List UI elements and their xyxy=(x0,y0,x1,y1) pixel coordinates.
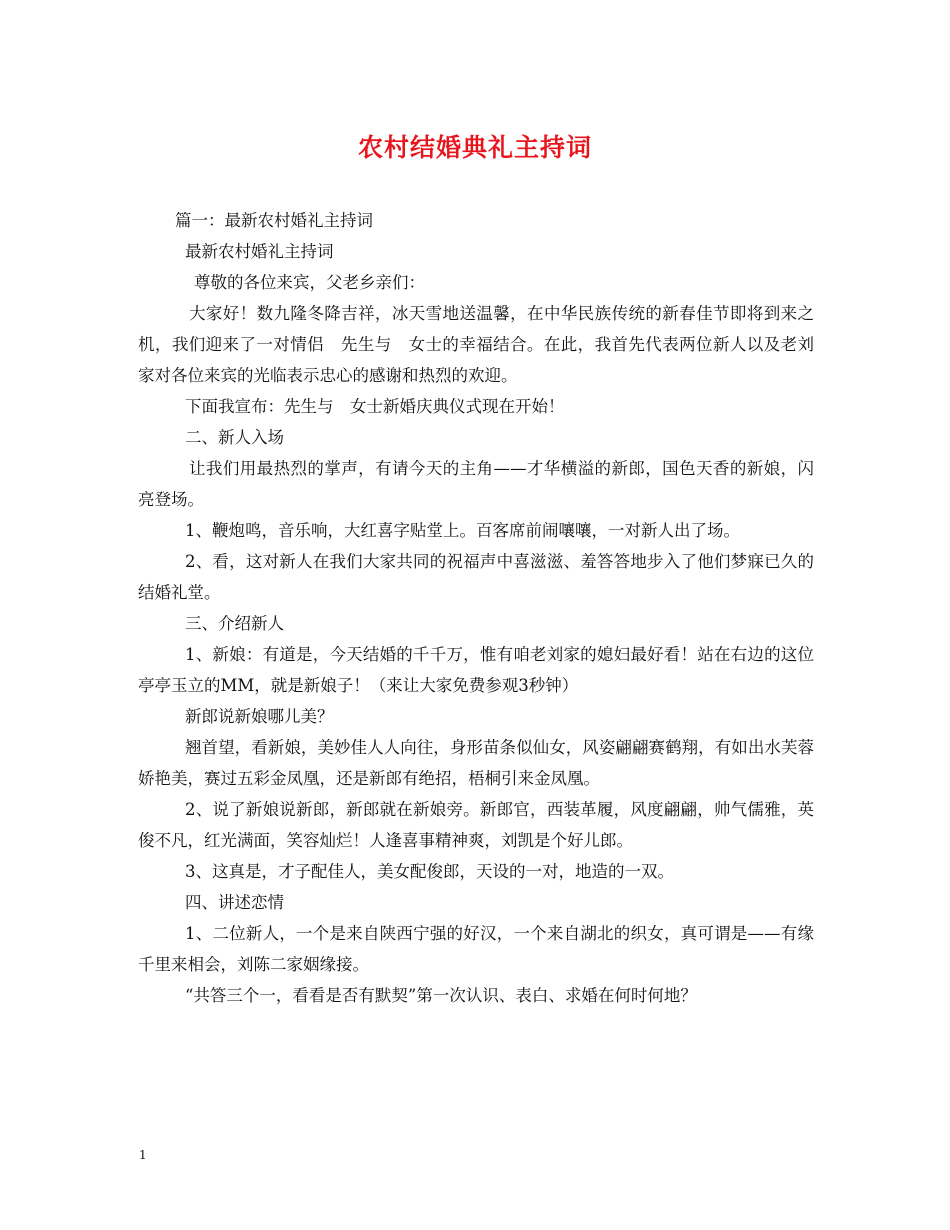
paragraph: 1、二位新人，一个是来自陕西宁强的好汉，一个来自湖北的织女，真可谓是——有缘千里来相会，刘陈二家姻缘接。 xyxy=(138,924,814,974)
paragraph: “共答三个一，看看是否有默契”第一次认识、表白、求婚在何时何地？ xyxy=(185,986,697,1005)
page-number: 1 xyxy=(139,1148,147,1162)
paragraph: 大家好！数九隆冬降吉祥，冰天雪地送温馨，在中华民族传统的新春佳节即将到来之机，我们迎来了一对情侣 先生与 女士的幸福结合。在此，我首先代表两位新人以及老刘家对各位来宾的光临表示忠心的感谢和热烈的欢迎。 xyxy=(138,304,814,385)
paragraph: 1、新娘：有道是，今天结婚的千千万，惟有咱老刘家的媳妇最好看！站在右边的这位亭亭玉立的MM，就是新娘子！（来让大家免费参观3秒钟） xyxy=(138,645,814,695)
paragraph: 2、说了新娘说新郎，新郎就在新娘旁。新郎官，西装革履，风度翩翩，帅气儒雅，英俊不凡，红光满面，笑容灿烂！人逢喜事精神爽，刘凯是个好儿郎。 xyxy=(138,800,814,850)
paragraph: 1、鞭炮鸣，音乐响，大红喜字贴堂上。百客席前闹嚷嚷，一对新人出了场。 xyxy=(185,521,740,540)
document-body xyxy=(138,205,814,1011)
paragraph-heading: 四、讲述恋情 xyxy=(185,893,284,912)
paragraph-heading: 二、新人入场 xyxy=(185,428,284,447)
paragraph: 让我们用最热烈的掌声，有请今天的主角——才华横溢的新郎，国色天香的新娘，闪亮登场。 xyxy=(138,459,814,509)
document-title: 农村结婚典礼主持词 xyxy=(357,133,592,162)
paragraph-greeting: 尊敬的各位来宾，父老乡亲们： xyxy=(194,273,425,292)
paragraph: 新郎说新娘哪儿美？ xyxy=(185,707,334,726)
paragraph: 下面我宣布：先生与 女士新婚庆典仪式现在开始！ xyxy=(185,397,565,416)
paragraph-heading: 三、介绍新人 xyxy=(185,614,284,633)
paragraph: 2、看，这对新人在我们大家共同的祝福声中喜滋滋、羞答答地步入了他们梦寐已久的结婚礼堂。 xyxy=(138,552,814,602)
paragraph: 3、这真是，才子配佳人，美女配俊郎，天设的一对，地造的一双。 xyxy=(185,862,674,881)
paragraph: 翘首望，看新娘，美妙佳人人向往，身形苗条似仙女，风姿翩翩赛鹤翔，有如出水芙蓉娇艳美，赛过五彩金凤凰，还是新郎有绝招，梧桐引来金凤凰。 xyxy=(138,738,814,788)
paragraph-section-heading: 篇一：最新农村婚礼主持词 xyxy=(175,211,373,230)
paragraph-subtitle: 最新农村婚礼主持词 xyxy=(185,242,334,261)
